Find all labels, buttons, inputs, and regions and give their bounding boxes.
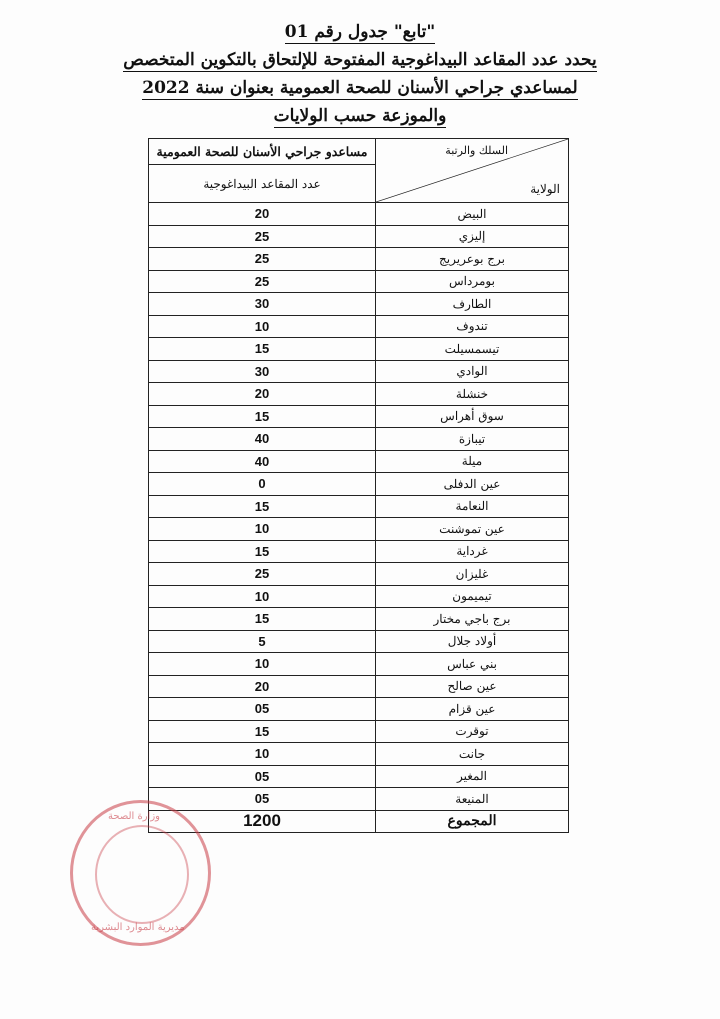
seats-value: 15 xyxy=(149,720,376,743)
seats-value: 10 xyxy=(149,585,376,608)
seats-value: 15 xyxy=(149,540,376,563)
stamp-bottom-text: مديرية الموارد البشرية xyxy=(91,922,185,933)
seats-value: 40 xyxy=(149,450,376,473)
wilaya-name: غليزان xyxy=(376,563,569,586)
table-row xyxy=(149,765,569,788)
title-line-4: والموزعة حسب الولايات xyxy=(273,106,447,126)
header-diagonal-cell xyxy=(376,139,569,203)
table-row xyxy=(149,203,569,226)
table-row xyxy=(149,653,569,676)
wilaya-name: تندوف xyxy=(376,315,569,338)
wilaya-name: توقرت xyxy=(376,720,569,743)
table-row xyxy=(149,675,569,698)
wilaya-name: غرداية xyxy=(376,540,569,563)
seats-value: 25 xyxy=(149,225,376,248)
seats-value: 20 xyxy=(149,383,376,406)
seats-value: 30 xyxy=(149,360,376,383)
wilaya-name: جانت xyxy=(376,743,569,766)
wilaya-name: البيض xyxy=(376,203,569,226)
table-row xyxy=(149,383,569,406)
seats-value: 05 xyxy=(149,698,376,721)
table-row xyxy=(149,293,569,316)
table-row xyxy=(149,540,569,563)
total-label: المجموع xyxy=(376,810,569,833)
wilaya-name: بني عباس xyxy=(376,653,569,676)
table-row xyxy=(149,563,569,586)
wilaya-name: عين قزام xyxy=(376,698,569,721)
stamp-top-text: وزارة الصحة xyxy=(108,811,160,822)
wilaya-name: سوق أهراس xyxy=(376,405,569,428)
seats-value: 15 xyxy=(149,495,376,518)
table-number: "تابع" جدول رقم 01 xyxy=(284,22,436,42)
wilaya-name: المغير xyxy=(376,765,569,788)
seats-value: 30 xyxy=(149,293,376,316)
seats-value: 25 xyxy=(149,248,376,271)
table-row xyxy=(149,450,569,473)
header-corps: السلك والرتبة xyxy=(445,144,508,157)
seats-value: 5 xyxy=(149,630,376,653)
wilaya-name: عين تموشنت xyxy=(376,518,569,541)
wilaya-name: خنشلة xyxy=(376,383,569,406)
table-row xyxy=(149,518,569,541)
wilaya-name: المنيعة xyxy=(376,788,569,811)
wilaya-name: عين الدفلى xyxy=(376,473,569,496)
wilaya-name: النعامة xyxy=(376,495,569,518)
header-seats: عدد المقاعد البيداغوجية xyxy=(149,165,376,203)
total-value: 1200 xyxy=(149,810,376,833)
table-row xyxy=(149,585,569,608)
wilaya-name: تيبازة xyxy=(376,428,569,451)
wilaya-name: الطارف xyxy=(376,293,569,316)
seats-value: 10 xyxy=(149,518,376,541)
table-row xyxy=(149,315,569,338)
seats-value: 10 xyxy=(149,743,376,766)
table-row xyxy=(149,248,569,271)
table-row xyxy=(149,270,569,293)
table-row xyxy=(149,743,569,766)
table-row xyxy=(149,405,569,428)
wilaya-name: أولاد جلال xyxy=(376,630,569,653)
seats-value: 10 xyxy=(149,315,376,338)
seats-value: 10 xyxy=(149,653,376,676)
table-row xyxy=(149,338,569,361)
table-row xyxy=(149,360,569,383)
title-line-3: لمساعدي جراحي الأسنان للصحة العمومية بعنوان سنة 2022 xyxy=(142,78,578,98)
seats-value: 15 xyxy=(149,338,376,361)
title-line-2: يحدد عدد المقاعد البيداغوجية المفتوحة للإلتحاق بالتكوين المتخصص xyxy=(123,50,597,70)
wilaya-name: عين صالح xyxy=(376,675,569,698)
wilaya-name: برج باجي مختار xyxy=(376,608,569,631)
seats-value: 15 xyxy=(149,405,376,428)
header-grade: مساعدو جراحي الأسنان للصحة العمومية xyxy=(149,139,376,165)
wilaya-name: ميلة xyxy=(376,450,569,473)
table-row xyxy=(149,608,569,631)
seats-value: 15 xyxy=(149,608,376,631)
seats-value: 05 xyxy=(149,788,376,811)
table-row xyxy=(149,225,569,248)
wilaya-name: إليزي xyxy=(376,225,569,248)
wilaya-name: تيميمون xyxy=(376,585,569,608)
seats-value: 25 xyxy=(149,563,376,586)
wilaya-name: الوادي xyxy=(376,360,569,383)
wilaya-name: برج بوعريريج xyxy=(376,248,569,271)
table-row xyxy=(149,473,569,496)
seats-value: 05 xyxy=(149,765,376,788)
seats-value: 40 xyxy=(149,428,376,451)
wilaya-name: تيسمسيلت xyxy=(376,338,569,361)
table-row xyxy=(149,428,569,451)
official-stamp xyxy=(70,800,211,946)
table-row xyxy=(149,698,569,721)
table-row xyxy=(149,495,569,518)
seats-table xyxy=(148,138,569,833)
seats-value: 25 xyxy=(149,270,376,293)
table-row xyxy=(149,630,569,653)
table-row xyxy=(149,720,569,743)
header-wilaya: الولاية xyxy=(530,182,560,196)
seats-value: 20 xyxy=(149,203,376,226)
table-row xyxy=(149,788,569,811)
wilaya-name: بومرداس xyxy=(376,270,569,293)
seats-value: 0 xyxy=(149,473,376,496)
total-row xyxy=(149,810,569,833)
seats-value: 20 xyxy=(149,675,376,698)
